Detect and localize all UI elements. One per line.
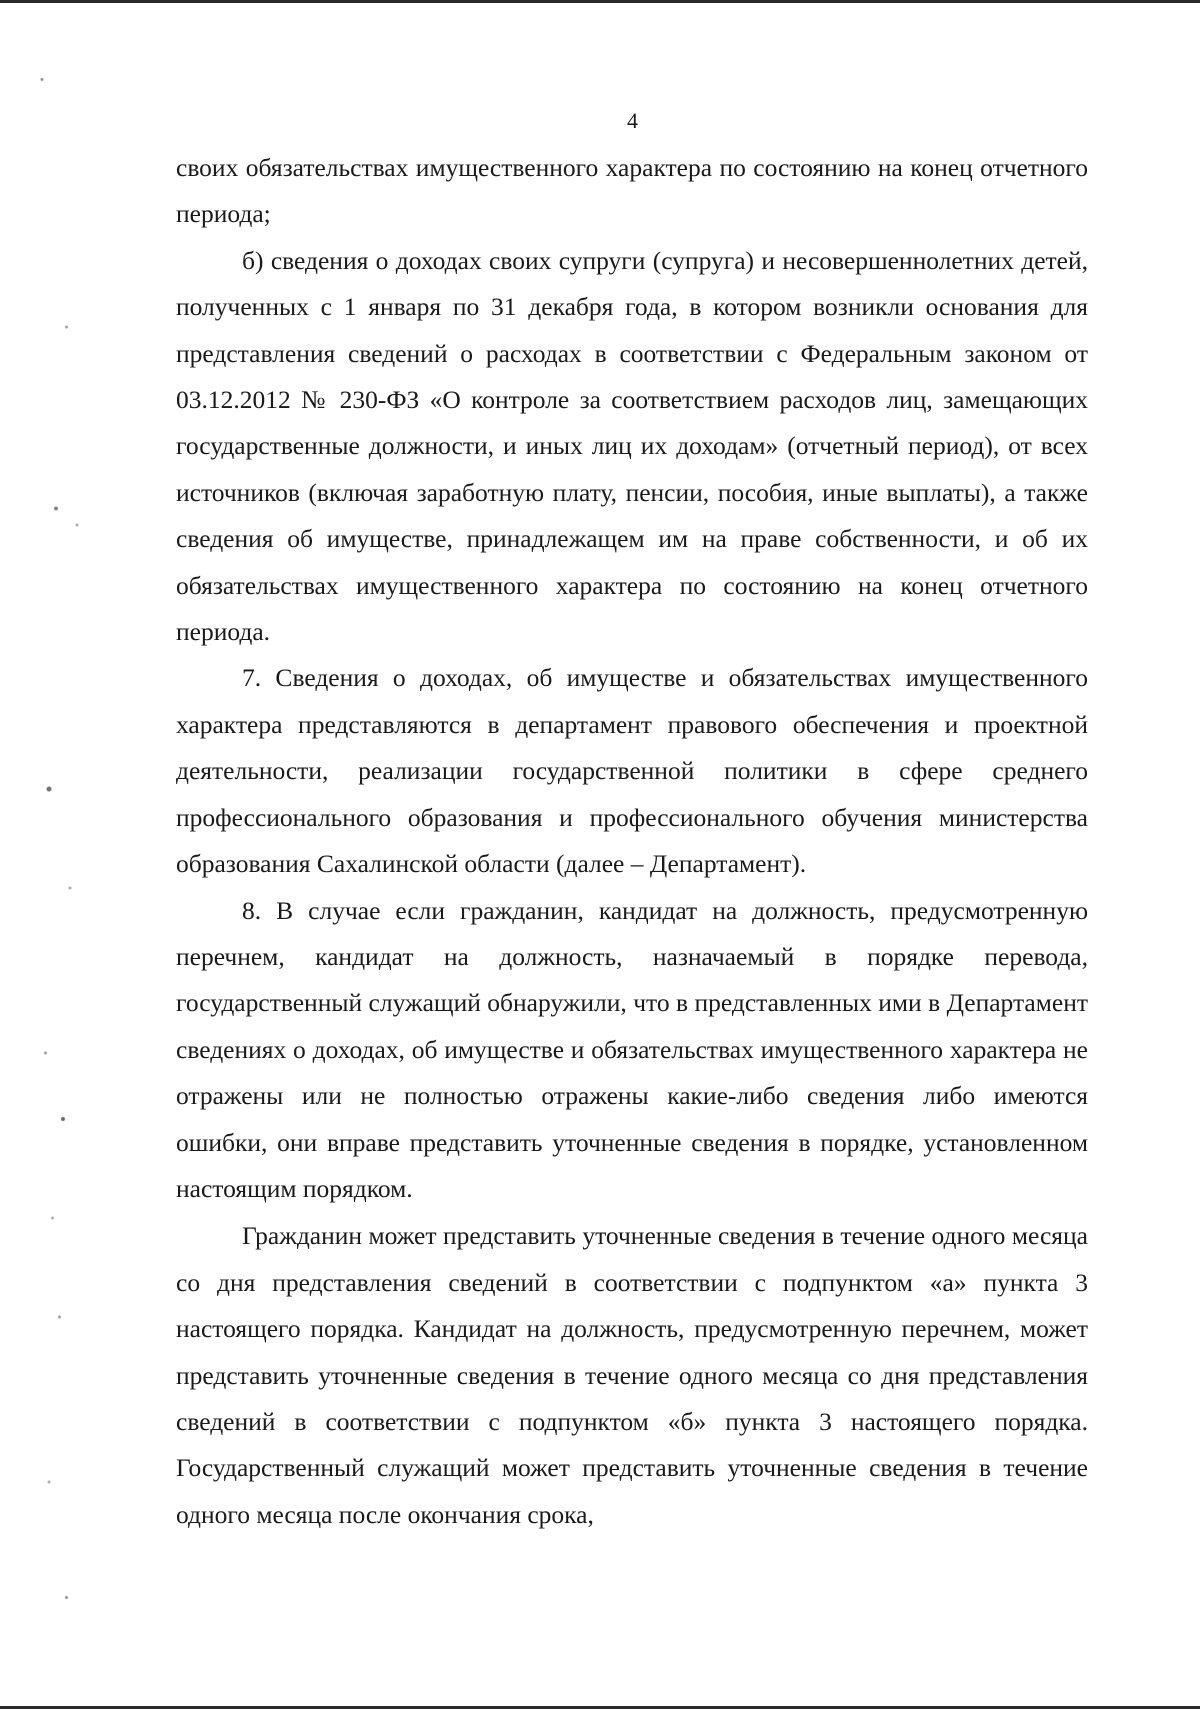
page-number: 4 xyxy=(627,108,638,133)
scan-margin-noise xyxy=(28,30,98,1680)
scan-top-edge xyxy=(0,0,1200,3)
paragraph-item-7: 7. Сведения о доходах, об имуществе и обязательствах имущественного характера представляются в департамент правового обеспечения и проектной деятельности, реализации государственной политики в сфере среднего профессионального образования и профессионального обучения министерства образования Сахалинской области (далее – Департамент). xyxy=(176,663,1088,879)
paragraph-subitem-b: б) сведения о доходах своих супруги (супруга) и несовершеннолетних детей, полученных с 1 января по 31 декабря года, в котором возникли основания для представления сведений о расходах в соответствии с Федеральным законом от 03.12.2012 № 230-ФЗ «О контроле за соответствием расходов лиц, замещающих государственные должности, и иных лиц их доходам» (отчетный период), от всех источников (включая заработную плату, пенсии, пособия, иные выплаты), а также сведения об имуществе, принадлежащем им на праве собственности, и об их обязательствах имущественного характера по состоянию на конец отчетного периода. xyxy=(176,245,1088,647)
paragraph-continuation: своих обязательствах имущественного характера по состоянию на конец отчетного периода; xyxy=(176,153,1088,229)
document-body xyxy=(176,145,1088,1538)
paragraph-item-8: 8. В случае если гражданин, кандидат на должность, предусмотренную перечнем, кандидат на должность, назначаемый в порядке перевода, государственный служащий обнаружили, что в представленных ими в Департамент сведениях о доходах, об имуществе и обязательствах имущественного характера не отражены или не полностью отражены какие-либо сведения либо имеются ошибки, они вправе представить уточненные сведения в порядке, установленном настоящим порядком. xyxy=(176,895,1088,1203)
scan-bottom-edge xyxy=(0,1706,1200,1709)
paragraph-item-8-continuation: Гражданин может представить уточненные сведения в течение одного месяца со дня представления сведений в соответствии с подпунктом «а» пункта 3 настоящего порядка. Кандидат на должность, предусмотренную перечнем, может представить уточненные сведения в течение одного месяца со дня представления сведений в соответствии с подпунктом «б» пункта 3 настоящего порядка. Государственный служащий может представить уточненные сведения в течение одного месяца после окончания срока, xyxy=(176,1221,1088,1529)
